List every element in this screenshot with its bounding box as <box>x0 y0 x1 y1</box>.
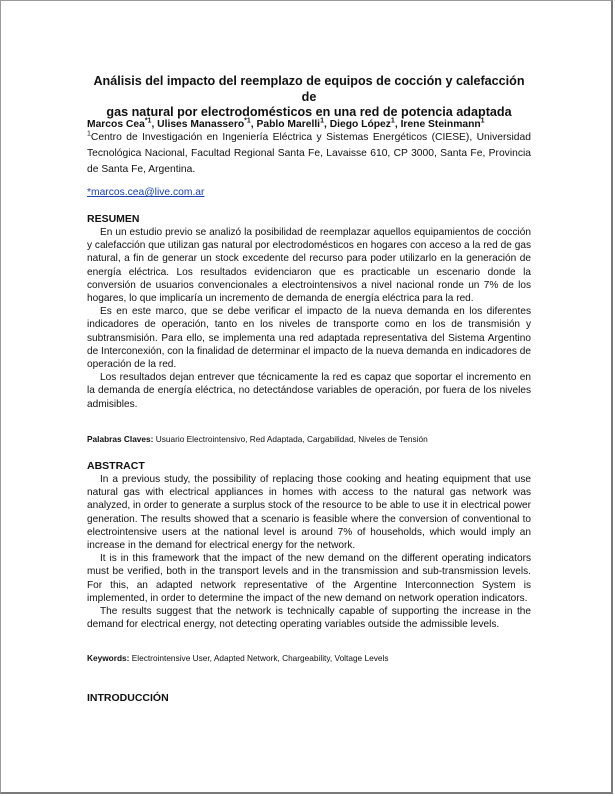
palabras-claves-label: Palabras Claves: <box>87 434 154 444</box>
abstract-body <box>87 473 531 631</box>
author-5-affil: 1 <box>480 117 485 125</box>
abstract-paragraph-3: The results suggest that the network is technically capable of supporting the increase in the demand for electrical energy, not detecting operating variables outside the admissible levels. <box>87 606 531 631</box>
author-1: Marcos Cea <box>87 119 145 130</box>
paper-title <box>87 74 531 121</box>
palabras-claves <box>87 434 428 445</box>
keywords-label: Keywords: <box>87 653 130 663</box>
introduccion-heading: INTRODUCCIÓN <box>87 692 169 704</box>
resumen-paragraph-3: Los resultados dejan entrever que técnicamente la red es capaz que soportar el incremento en la demanda de energía eléctrica, no detectándose variables de operación, por fuera de los niveles admisibles. <box>87 372 531 410</box>
resumen-paragraph-1: En un estudio previo se analizó la posibilidad de reemplazar aquellos equipamientos de cocción y calefacción que utilizan gas natural por electrodomésticos en hogares con acceso a la red de gas natural, a fin de generar un stock excedente del recurso para poder utilizarlo en la generación de energía eléctrica. Los resultados evidenciaron que es practicable un escenario donde la conversión de usuarios convencionales a electrointensivos a nivel nacional ronde un 7% de los hogares, lo que implicaría un incremento de demanda de energía eléctrica para la red. <box>87 227 531 305</box>
author-email-link[interactable]: *marcos.cea@live.com.ar <box>87 187 205 198</box>
affiliation <box>87 130 531 178</box>
abstract-heading: ABSTRACT <box>87 460 145 472</box>
author-2: Ulises Manassero <box>157 119 245 130</box>
resumen-paragraph-2: Es en este marco, que se debe verificar el impacto de la nueva demanda en los diferentes indicadores de operación, tanto en los niveles de transporte como en los de transmisión y subtransmisión. Para ello, se implementa una red adaptada representativa del Sistema Argentino de Interconexión, con la finalidad de determinar el impacto de la nueva demanda en indicadores de operación de la red. <box>87 306 531 371</box>
author-1-affil: *1 <box>144 117 152 125</box>
author-4-affil: 1 <box>390 117 395 125</box>
title-line-1: Análisis del impacto del reemplazo de equipos de cocción y calefacción de <box>93 74 525 104</box>
keywords <box>87 653 388 664</box>
abstract-paragraph-1: In a previous study, the possibility of replacing those cooking and heating equipment that use natural gas with electrical appliances in homes with access to the natural gas network was analyzed, in order to generate a surplus stock of the resource to be able to use it in electrical power generation. The results showed that a scenario is feasible where the conversion of conventional to electrointensive users at the national level is around 7% of households, which would imply an increase in the demand for electrical energy for the network. <box>87 474 531 552</box>
resumen-heading: RESUMEN <box>87 213 140 225</box>
author-3: Pablo Marelli <box>256 119 321 130</box>
affiliation-text: Centro de Investigación en Ingeniería Eléctrica y Sistemas Energéticos (CIESE), Universidad Tecnológica Nacional, Facultad Regional Santa Fe, Lavaisse 610, CP 3000, Santa Fe, Provincia de Santa Fe, Argentina. <box>87 132 531 175</box>
abstract-paragraph-2: It is in this framework that the impact of the new demand on the different operating indicators must be verified, both in the transport levels and in the transmission and sub-transmission levels. For this, an adapted network representative of the Argentine Interconnection System is implemented, in order to determine the impact of the new demand on network operation indicators. <box>87 553 531 604</box>
author-2-affil: *1 <box>244 117 251 125</box>
palabras-claves-text: Usuario Electrointensivo, Red Adaptada, Cargabilidad, Niveles de Tensión <box>155 434 428 444</box>
author-list: Marcos Cea$^{*1}$, Ulises Manassero$^{*1}$, Pablo Marelli$^1$, Diego López$^1$, Irene Steinmann$^1$ <box>87 117 485 130</box>
author-4: Diego López <box>329 119 391 130</box>
author-5: Irene Steinmann <box>400 119 481 130</box>
affiliation-marker: 1 <box>87 130 91 138</box>
keywords-text: Electrointensive User, Adapted Network, Chargeability, Voltage Levels <box>131 653 389 663</box>
resumen-body <box>87 226 531 411</box>
title-line-2: gas natural por electrodomésticos en una red de potencia adaptada <box>106 105 512 119</box>
author-3-affil: 1 <box>320 117 324 125</box>
